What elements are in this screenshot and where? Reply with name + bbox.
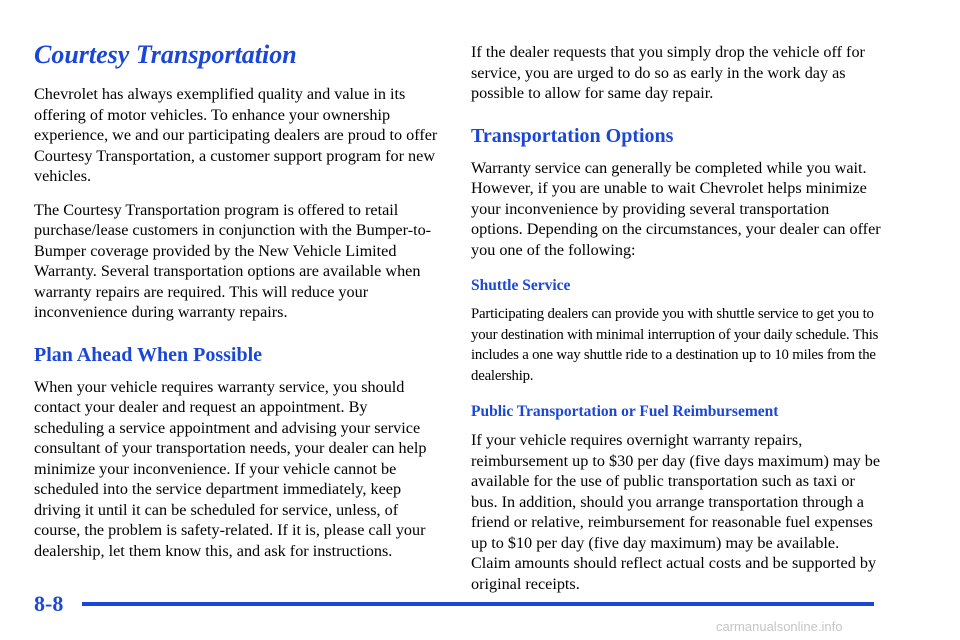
watermark-text: carmanualsonline.info xyxy=(716,619,843,634)
right-column xyxy=(471,42,881,607)
plan-ahead-paragraph: When your vehicle requires warranty service, you should contact your dealer and request an appointment. By scheduling a service appointment and advising your service consultant of your transportation needs, your dealer can help minimize your inconvenience. If your vehicle cannot be scheduled into the service department immediately, keep driving it until it can be scheduled for service, unless, of course, the problem is safety-related. If it is, please call your dealership, let them know this, and ask for instructions. xyxy=(34,377,427,560)
page-title: Courtesy Transportation xyxy=(34,40,297,69)
shuttle-service-heading: Shuttle Service xyxy=(471,277,571,294)
left-column xyxy=(34,38,438,574)
transportation-options-paragraph: Warranty service can generally be completed while you wait. However, if you are unable to wait Chevrolet helps minimize your inconvenience by providing several transportation options. Depending on the circumstances, your dealer can offer you one of the following: xyxy=(471,158,881,259)
drop-off-paragraph: If the dealer requests that you simply drop the vehicle off for service, you are urged to do so as early in the work day as possible to allow for same day repair. xyxy=(471,43,865,102)
page-number: 8-8 xyxy=(34,591,64,616)
shuttle-service-paragraph: Participating dealers can provide you with shuttle service to get you to your destination with minimal interruption of your daily schedule. This includes a one way shuttle ride to a destination up to 10 miles from the dealership. xyxy=(471,306,879,384)
public-transportation-paragraph: If your vehicle requires overnight warranty repairs, reimbursement up to $30 per day (five days maximum) may be available for the use of public transportation such as taxi or bus. In addition, should you arrange transportation through a friend or relative, reimbursement for reasonable fuel expenses up to $10 per day (five day maximum) may be available. Claim amounts should reflect actual costs and be supported by original receipts. xyxy=(471,431,881,593)
plan-ahead-heading: Plan Ahead When Possible xyxy=(34,343,263,366)
footer-divider xyxy=(82,602,874,606)
public-transportation-heading: Public Transportation or Fuel Reimbursement xyxy=(471,403,779,420)
intro-paragraph-2: The Courtesy Transportation program is offered to retail purchase/lease customers in conjunction with the Bumper-to-Bumper coverage provided by the New Vehicle Limited Warranty. Several transportation options are available when warranty repairs are required. This will reduce your inconvenience during warranty repairs. xyxy=(34,200,432,321)
intro-paragraph-1: Chevrolet has always exemplified quality and value in its offering of motor vehicles. To enhance your ownership experience, we and our participating dealers are proud to offer Courtesy Transportation, a customer support program for new vehicles. xyxy=(34,85,438,185)
transportation-options-heading: Transportation Options xyxy=(471,124,674,147)
